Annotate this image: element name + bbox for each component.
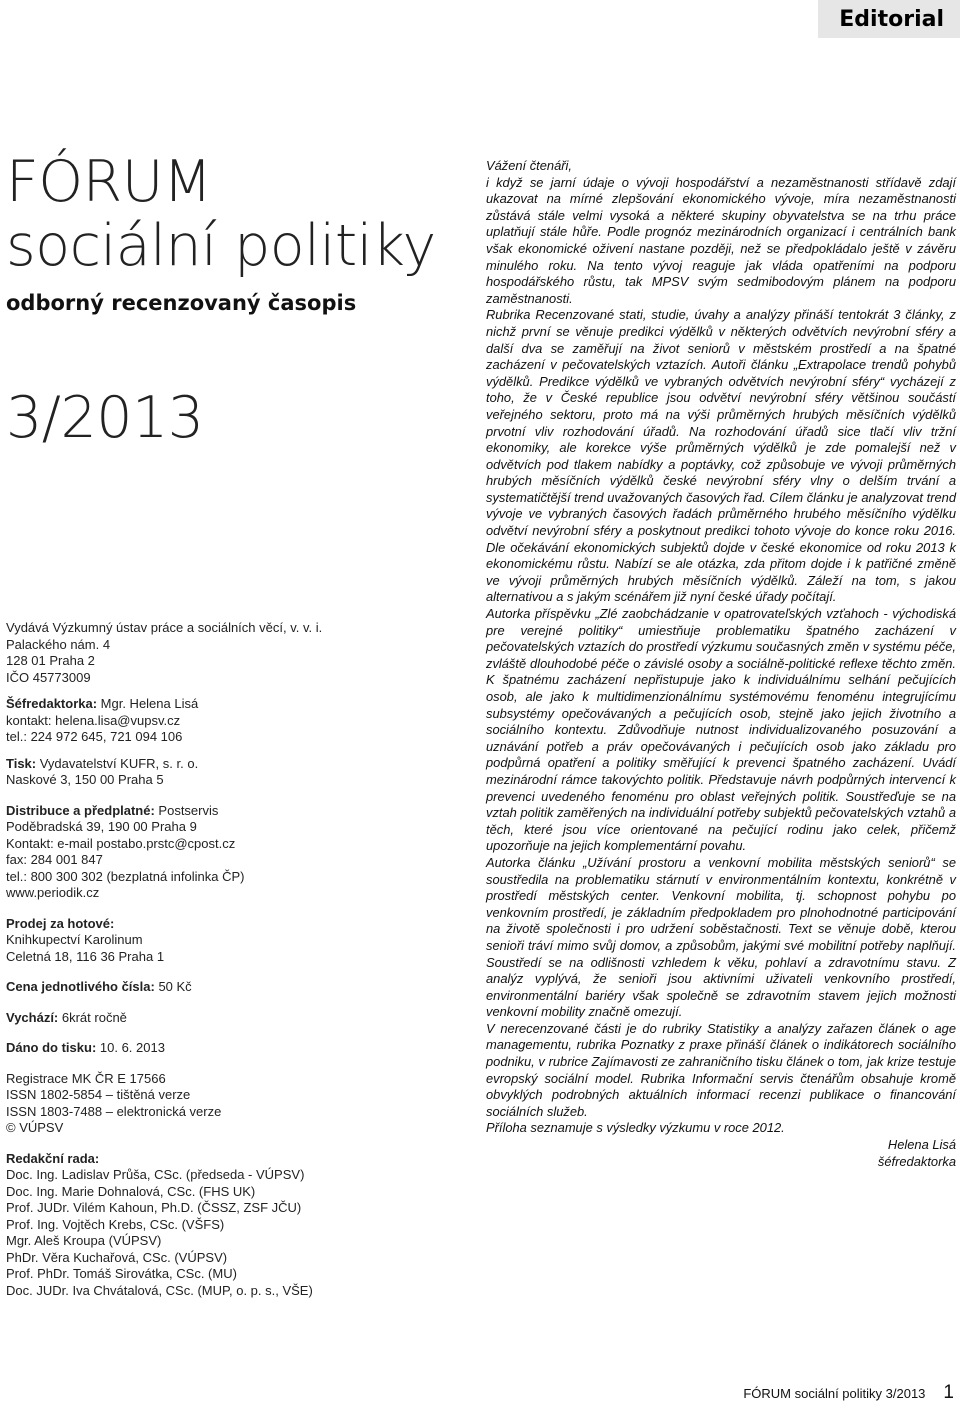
editor-name: Mgr. Helena Lisá [97, 696, 199, 711]
editor-label: Šéfredaktorka: [6, 696, 98, 711]
distribution-address: Poděbradská 39, 190 00 Praha 9 [6, 819, 197, 834]
print-line [6, 756, 436, 773]
publisher-line: Vydává Výzkumný ústav práce a sociálních věcí, v. v. i. [6, 620, 323, 635]
board-member: Prof. Ing. Vojtěch Krebs, CSc. (VŠFS) [6, 1216, 225, 1232]
distribution-line [6, 803, 436, 820]
print-name: Vydavatelství KUFR, s. r. o. [36, 755, 199, 771]
print-date-line [6, 1040, 436, 1057]
imprint [6, 620, 436, 1299]
distribution-web: www.periodik.cz [6, 885, 100, 900]
paragraph: Autorka článku „Užívání prostoru a venkovní mobilita městských seniorů“ se soustředila na problematiku stárnutí v environmentálním kontextu, konkrétně v prostředí městských center. Venkovní mobilita, tj. schopnost pohybu po venkovním prostředí, je základním předpokladem pro plnohodnotné participování na životě společnosti i pro udržení soběstačnosti. Text se věnuje době, kterou senioři tráví mimo svůj domov, a způsobům, jakými své mobilitní potřeby naplňují. Soustředí se na odlišnosti vzhledem k věku, pohlaví a zdravotnímu stavu. Z analýz vyplývá, že senioři jsou aktivními uživateli venkovního prostředí, environmentální bariéry však společně se zdravotním stavem jejich možnosti venkovní mobility značně omezují. [486, 854, 956, 1020]
distribution-fax: fax: 284 001 847 [6, 852, 103, 867]
board-member: Doc. Ing. Ladislav Průša, CSc. (předseda - VÚPSV) [6, 1167, 305, 1182]
paragraph: Rubrika Recenzované stati, studie, úvahy a analýzy přináší tentokrát 3 články, z nichž první se věnuje predikci výdělků v některých odvětvích nevýrobní sféry a další dva se zaměřují na život seniorů v městském prostředí a na špatné zacházení v pečovatelských vztazích. Autoři článku „Extrapolace trendů pohybů výdělků. Predikce výdělků ve vybraných odvětvích nevýrobní sféry“ vycházejí z toho, že v České republice jsou odvětví nevýrobní sféry většinou součástí veřejného sektoru, proto má na výši průměrných hrubých měsíčních výdělků prvotní vliv rozhodování úřadů. Na rozhodování úřadů sice tlačí vliv tržní ekonomiky, ale korekce výše průměrných výdělků je zde pomalejší než v odvětvích pod tlakem nabídky a poptávky, což způsobuje ve vývoji průměrných hrubých měsíčních výdělků české nevýrobní sféry vlny o delším trvání a systematičtější trend uvažovaných časových řad. Cílem článku je analyzovat trend vývoje ve vybraných časových řadách průměrného hrubého měsíčního výdělku odvětví nevýrobní sféry a poskytnout predikci tohoto vývoje do konce roku 2016. Dle očekávání ekonomických subjektů dojde v české ekonomice od roku 2013 k ekonomickému růstu. Nabízí se ale otázka, zda přitom dojde i k patřičné změně ve vývoji průměrných hrubých měsíčních výdělků. Záleží na tom, s jakou alternativou a s jakým scénářem již nyní české úřady počítají. [486, 307, 956, 605]
editorial-text [486, 158, 956, 1170]
price-label: Cena jednotlivého čísla: [6, 979, 155, 994]
sale-address: Celetná 18, 116 36 Praha 1 [6, 948, 165, 964]
magazine-title [6, 150, 436, 278]
frequency-value: 6krát ročně [58, 1009, 127, 1025]
distribution-email: Kontakt: e-mail postabo.prstc@cpost.cz [6, 835, 236, 851]
publisher-line: Palackého nám. 4 [6, 636, 111, 652]
print-label: Tisk: [6, 755, 37, 771]
copyright: © VÚPSV [6, 1120, 64, 1135]
page-number: 1 [943, 1382, 954, 1403]
title-line-2: sociální politiky [6, 213, 436, 279]
price-value: 50 Kč [154, 979, 192, 994]
paragraph: Autorka příspěvku „Zlé zaobchádzanie v opatrovateľských vzťahoch - východiská pre verejné politiky“ umiestňuje problematiku špatného zacházení v pečovatelských vztazích do prostředí výzkumu současných změn v systému péče, zvláště dlouhodobé péče o závislé osoby a sociálně-politické reflexe těchto změn. K špatnému zacházení nepřistupuje jako k individuálnímu selhání pečujících osob, ale jako k multidimenzionálnímu systémovému fenoménu integrujícímu subsystémy opečovávaných a pečujících osob, stejně jako jejich životního a sociálního kontextu. Zdůvodňuje nutnost individualizovaného posuzování a uznávání potřeb a práv opečovávaných i pečujících osob jako základu pro podpůrná opatření a politiky směřující k prevenci špatného zacházení. Uvádí mezinárodní rámce takovýchto politik. Představuje návrh podpůrných intervencí k prevenci uvedeného fenoménu pro oblast veřejných politik. Soustřeďuje se na vztah politik zaměřených na individuální potřeby subjektů pečovatelských vztahů a těch, které jsou více orientované na pečující rodinu jako celek, přičemž upozorňuje na jejich komplementární povahu. [486, 606, 956, 854]
board-member: Doc. JUDr. Iva Chvátalová, CSc. (MUP, o. p. s., VŠE) [6, 1282, 313, 1298]
board-member: Prof. JUDr. Vilém Kahoun, Ph.D. (ČSSZ, ZSF JČU) [6, 1200, 302, 1215]
sale-label: Prodej za hotové: [6, 915, 115, 931]
registration: Registrace MK ČR E 17566 [6, 1070, 166, 1086]
print-date-value: 10. 6. 2013 [96, 1040, 165, 1055]
distribution-name: Postservis [154, 802, 219, 818]
publisher-line: 128 01 Praha 2 [6, 653, 95, 668]
board-member: Doc. Ing. Marie Dohnalová, CSc. (FHS UK) [6, 1183, 256, 1199]
running-title: FÓRUM sociální politiky 3/2013 [743, 1386, 926, 1401]
signature-name: Helena Lisá [887, 1137, 956, 1153]
board-label-line [6, 1151, 436, 1168]
frequency-label: Vychází: [6, 1009, 59, 1025]
distribution-label: Distribuce a předplatné: [6, 802, 155, 818]
board-member: Prof. PhDr. Tomáš Sirovátka, CSc. (MU) [6, 1266, 237, 1281]
sale-name: Knihkupectví Karolinum [6, 932, 143, 947]
issue-number: 3/2013 [6, 385, 204, 451]
salutation: Vážení čtenáři, [486, 158, 572, 173]
frequency-line [6, 1010, 436, 1027]
header-bar [0, 0, 960, 38]
board-member: Mgr. Aleš Kroupa (VÚPSV) [6, 1233, 162, 1248]
page-footer [743, 1382, 954, 1404]
price-line [6, 979, 436, 996]
paragraph: i když se jarní údaje o vývoji hospodářství a nezaměstnanosti střídavě zdají ukazovat na mírné zlepšování ekonomického vývoje, míra nezaměstnanosti zůstává stále velmi vysoká a některé skupiny obyvatelstva se na trhu práce uplatňují stále hůře. Podle prognóz mezinárodních organizací i centrálních bank však ekonomické oživení nastane později, než se předpokládalo ještě v závěru minulého roku. Na tento vývoj reaguje jak vláda opatřeními na podporu hospodářského růstu, tak MPSV svým sedmibodovým plánem na podporu zaměstnanosti. [486, 174, 956, 306]
print-date-label: Dáno do tisku: [6, 1040, 97, 1055]
magazine-subtitle: odborný recenzovaný časopis [6, 291, 357, 315]
print-address: Naskové 3, 150 00 Praha 5 [6, 772, 164, 787]
editor-line [6, 696, 436, 713]
board-member: PhDr. Věra Kuchařová, CSc. (VÚPSV) [6, 1249, 228, 1265]
paragraph: V nerecenzované části je do rubriky Statistiky a analýzy zařazen článek o age managementu, rubrika Poznatky z praxe přináší článek o indikátorech sociálního podniku, v rubrice Zajímavosti ze zahraničního tisku článek o tom, jak krize testuje evropský sociální model. Rubrika Informační servis čtenářům obsahuje kromě obvyklých podrobných aktuálních informací recenzi publikace o financování sociálních služeb. [486, 1020, 956, 1119]
masthead [6, 149, 436, 451]
distribution-tel: tel.: 800 300 302 (bezplatná infolinka ČP) [6, 868, 245, 884]
sale-label-line [6, 916, 436, 933]
editor-phone: tel.: 224 972 645, 721 094 106 [6, 729, 183, 744]
section-tab: Editorial [818, 0, 960, 38]
paragraph: Příloha seznamuje s výsledky výzkumu v roce 2012. [486, 1120, 785, 1136]
board-label: Redakční rada: [6, 1150, 100, 1166]
signature-role: šéfredaktorka [877, 1153, 956, 1169]
publisher-line: IČO 45773009 [6, 669, 91, 685]
editor-contact: kontakt: helena.lisa@vupsv.cz [6, 712, 181, 728]
title-line-1: FÓRUM [6, 149, 212, 215]
issn-print: ISSN 1802-5854 – tištěná verze [6, 1087, 191, 1102]
issn-electronic: ISSN 1803-7488 – elektronická verze [6, 1103, 222, 1119]
